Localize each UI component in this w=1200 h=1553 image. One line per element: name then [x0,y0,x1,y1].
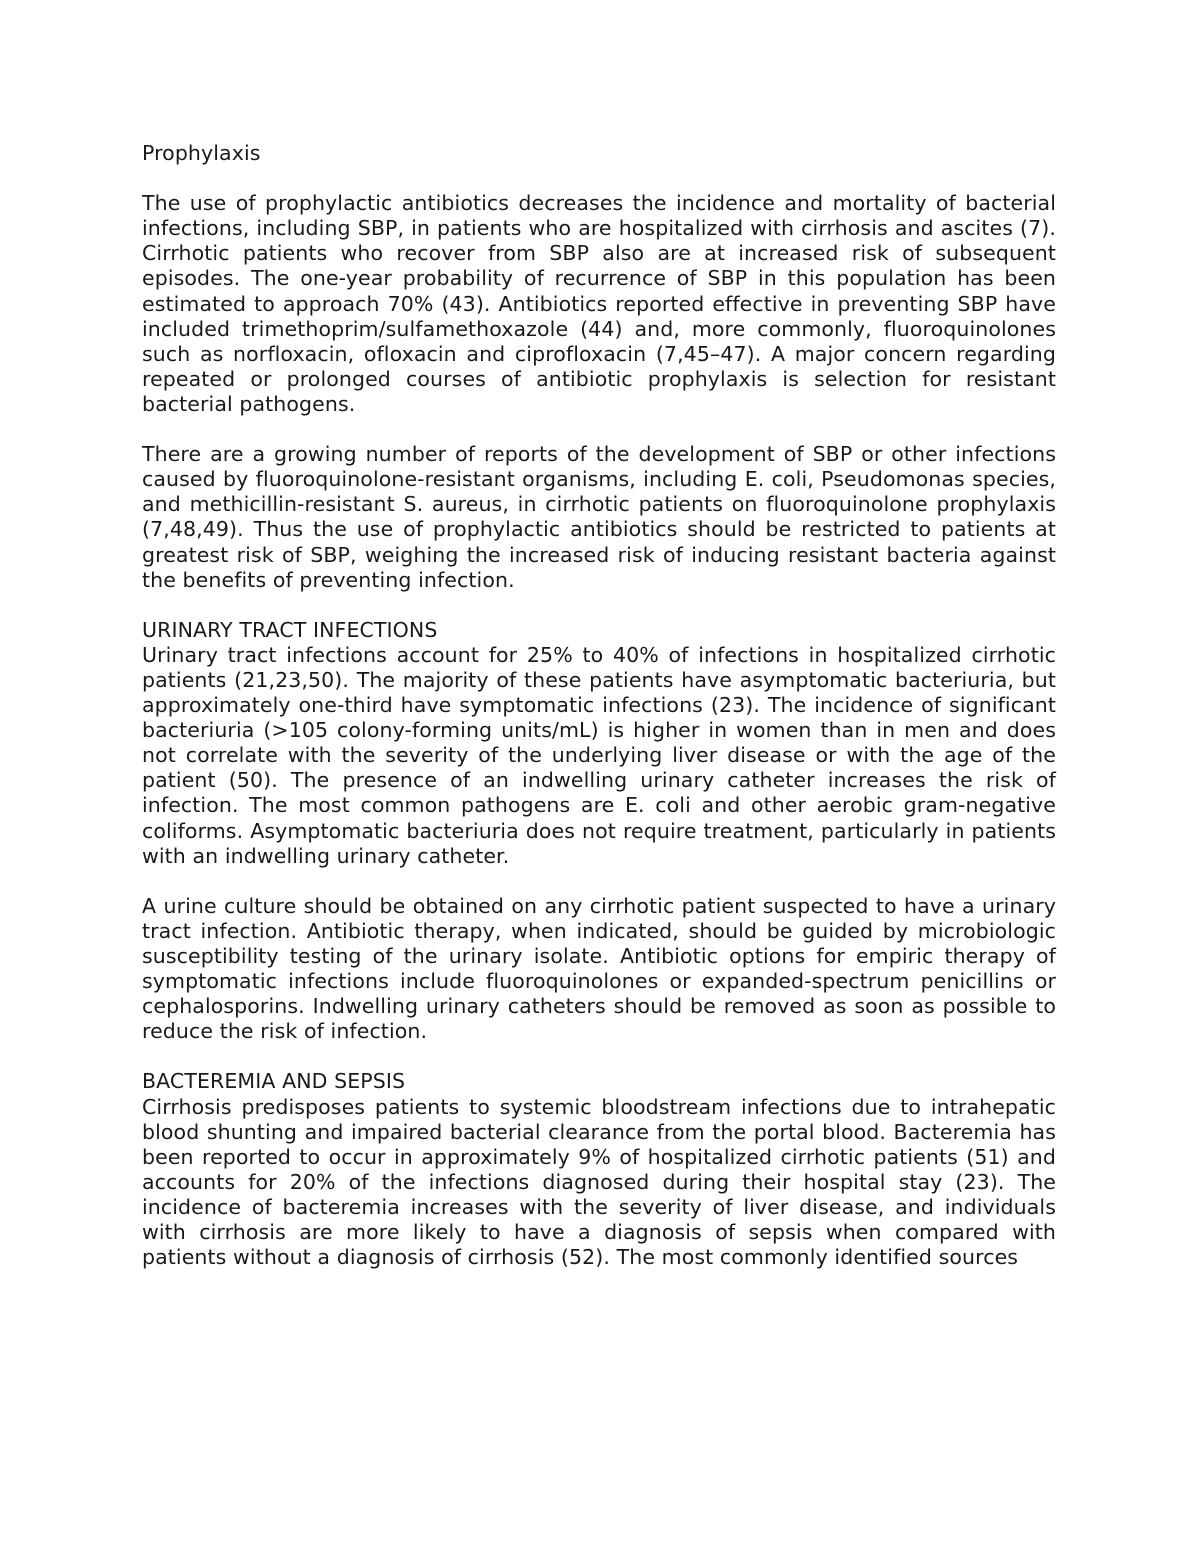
section-heading-prophylaxis: Prophylaxis [142,141,261,165]
paragraph-spacer [142,417,1056,442]
paragraph-spacer [142,166,1056,191]
paragraph-spacer [142,869,1056,894]
document-page [142,141,1056,1270]
paragraph-prophylaxis-2: There are a growing number of reports of the development of SBP or other infections caused by fluoroquinolone-resistant organisms, including E. coli, Pseudomonas species, and methicillin-resistant S. aureus, in cirrhotic patients on fluoroquinolone prophylaxis (7,48,49). Thus the use of prophylactic antibiotics should be restricted to patients at greatest risk of SBP, weighing the increased risk of inducing resistant bacteria against the benefits of preventing infection. [142,442,1056,592]
paragraph-spacer [142,1044,1056,1069]
paragraph-spacer [142,593,1056,618]
paragraph-urinary-2: A urine culture should be obtained on any cirrhotic patient suspected to have a urinary tract infection. Antibiotic therapy, when indicated, should be guided by microbiologic susceptibility testing of the urinary isolate. Antibiotic options for empiric therapy of symptomatic infections include fluoroquinolones or expanded-spectrum penicillins or cephalosporins. Indwelling urinary catheters should be removed as soon as possible to reduce the risk of infection. [142,893,1056,1044]
section-heading-bacteremia-and-sepsis: BACTEREMIA AND SEPSIS [142,1069,406,1094]
paragraph-prophylaxis-1: The use of prophylactic antibiotics decreases the incidence and mortality of bacterial infections, including SBP, in patients who are hospitalized with cirrhosis and ascites (7). Cirrhotic patients who recover from SBP also are at increased risk of subsequent episodes. The one-year probability of recurrence of SBP in this population has been estimated to approach 70% (43). Antibiotics reported effective in preventing SBP have included trimethoprim/sulfamethoxazole (44) and, more commonly, fluoroquinolones such as norfloxacin, ofloxacin and ciprofloxacin (7,45–47). A major concern regarding repeated or prolonged courses of antibiotic prophylaxis is selection for resistant bacterial pathogens. [142,191,1056,416]
paragraph-bacteremia-1: Cirrhosis predisposes patients to systemic bloodstream infections due to intrahepatic blood shunting and impaired bacterial clearance from the portal blood. Bacteremia has been reported to occur in approximately 9% of hospitalized cirrhotic patients (51) and accounts for 20% of the infections diagnosed during their hospital stay (23). The incidence of bacteremia increases with the severity of liver disease, and individuals with cirrhosis are more likely to have a diagnosis of sepsis when compared with patients without a diagnosis of cirrhosis (52). The most commonly identified sources [142,1094,1056,1270]
paragraph-urinary-1: Urinary tract infections account for 25% to 40% of infections in hospitalized cirrhotic patients (21,23,50). The majority of these patients have asymptomatic bacteriuria, but approximately one-third have symptomatic infections (23). The incidence of significant bacteriuria (>105 colony-forming units/mL) is higher in women than in men and does not correlate with the severity of the underlying liver disease or with the age of the patient (50). The presence of an indwelling urinary catheter increases the risk of infection. The most common pathogens are E. coli and other aerobic gram-negative coliforms. Asymptomatic bacteriuria does not require treatment, particularly in patients with an indwelling urinary catheter. [142,642,1056,868]
section-heading-urinary-tract-infections: URINARY TRACT INFECTIONS [142,617,438,642]
